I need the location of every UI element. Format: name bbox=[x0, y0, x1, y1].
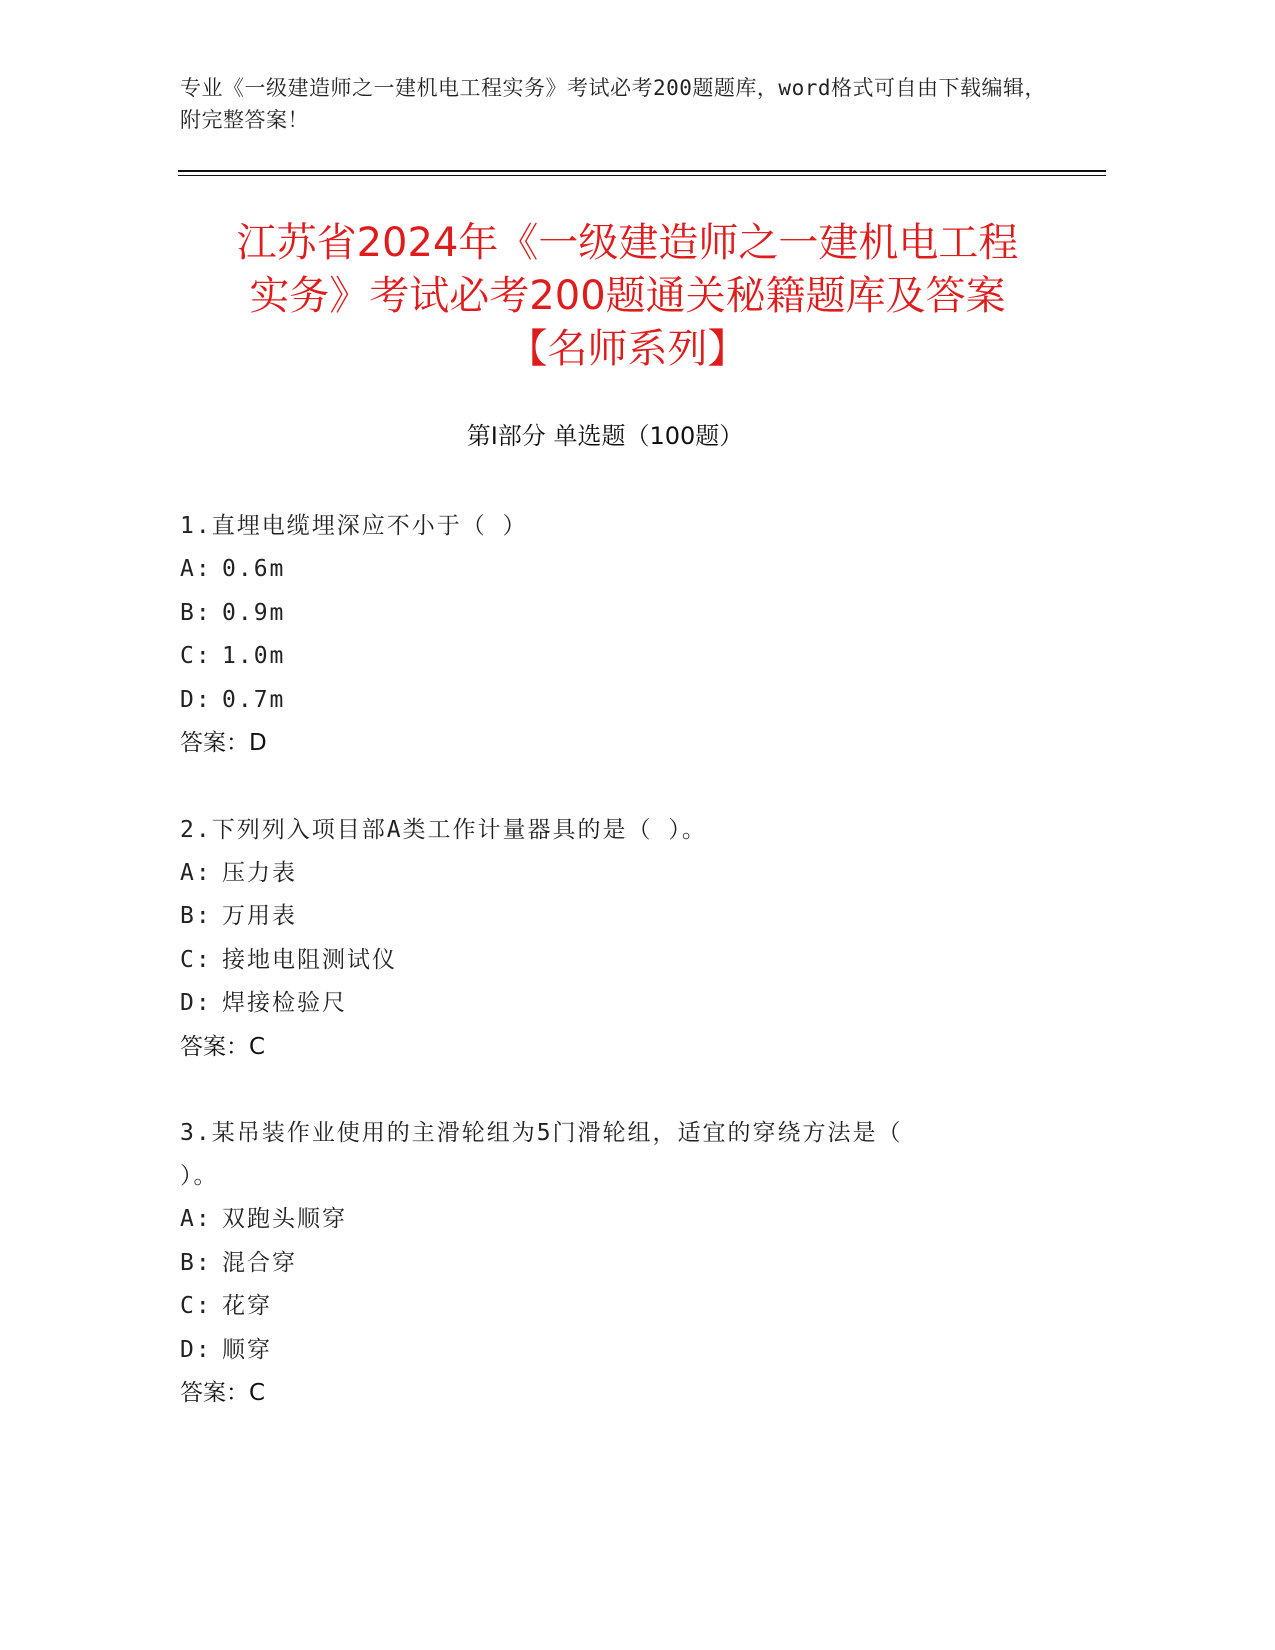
option-letter: B: bbox=[180, 599, 212, 626]
option-text: 混合穿 bbox=[222, 1249, 297, 1276]
question-option bbox=[180, 852, 1010, 896]
question-option bbox=[180, 592, 1010, 636]
title-line: 江苏省2024年《一级建造师之一建机电工程 bbox=[236, 220, 1019, 266]
option-text: 花穿 bbox=[222, 1293, 272, 1319]
option-text: 0.6m bbox=[222, 556, 286, 582]
question-option bbox=[180, 982, 1010, 1026]
option-letter: C: bbox=[180, 946, 212, 973]
option-text: 万用表 bbox=[222, 903, 297, 929]
option-text: 双跑头顺穿 bbox=[222, 1206, 347, 1232]
option-letter: D: bbox=[180, 686, 212, 713]
option-letter: C: bbox=[180, 643, 212, 669]
option-letter: A: bbox=[180, 1206, 212, 1232]
option-text: 压力表 bbox=[222, 859, 297, 886]
document-title bbox=[160, 217, 1095, 376]
section-heading: 第I部分 单选题（100题） bbox=[466, 422, 744, 450]
option-letter: D: bbox=[180, 1336, 212, 1363]
option-text: 0.9m bbox=[222, 599, 286, 626]
header-rule-thin bbox=[178, 175, 1106, 176]
option-letter: A: bbox=[180, 859, 212, 886]
question-answer: 答案：D bbox=[180, 730, 267, 756]
title-line: 实务》考试必考200题通关秘籍题库及答案 bbox=[249, 273, 1006, 319]
option-text: 顺穿 bbox=[222, 1336, 272, 1363]
question-option bbox=[180, 1242, 1010, 1286]
option-text: 0.7m bbox=[222, 686, 286, 713]
question-option bbox=[180, 548, 1010, 592]
option-text: 1.0m bbox=[222, 643, 286, 669]
option-letter: B: bbox=[180, 1249, 212, 1276]
question-item bbox=[180, 809, 1010, 1070]
option-letter: D: bbox=[180, 990, 212, 1016]
question-option bbox=[180, 679, 1010, 723]
title-line: 【名师系列】 bbox=[507, 326, 748, 372]
header-rule-thick bbox=[178, 170, 1106, 172]
question-option bbox=[180, 635, 1010, 679]
option-text: 接地电阻测试仪 bbox=[222, 946, 397, 973]
question-item bbox=[180, 505, 1010, 766]
question-stem: 2.下列列入项目部A类工作计量器具的是（ ）。 bbox=[180, 816, 707, 843]
option-letter: B: bbox=[180, 903, 212, 929]
question-stem: 1.直埋电缆埋深应不小于（ ） bbox=[180, 513, 528, 539]
option-letter: C: bbox=[180, 1293, 212, 1319]
question-item bbox=[180, 1112, 1010, 1416]
question-option bbox=[180, 1285, 1010, 1329]
question-answer: 答案：C bbox=[180, 1033, 266, 1060]
question-list bbox=[180, 505, 1010, 1459]
question-option bbox=[180, 1198, 1010, 1242]
option-letter: A: bbox=[180, 556, 212, 582]
question-option bbox=[180, 895, 1010, 939]
question-answer: 答案：C bbox=[180, 1380, 266, 1406]
question-stem: 3.某吊装作业使用的主滑轮组为5门滑轮组，适宜的穿绕方法是（ bbox=[180, 1120, 903, 1146]
question-stem-continued: ）。 bbox=[180, 1163, 219, 1189]
question-option bbox=[180, 939, 1010, 983]
option-text: 焊接检验尺 bbox=[222, 990, 347, 1016]
question-option bbox=[180, 1329, 1010, 1373]
header-note: 专业《一级建造师之一建机电工程实务》考试必考200题题库，word格式可自由下载编辑，附完整答案！ bbox=[180, 76, 1046, 132]
